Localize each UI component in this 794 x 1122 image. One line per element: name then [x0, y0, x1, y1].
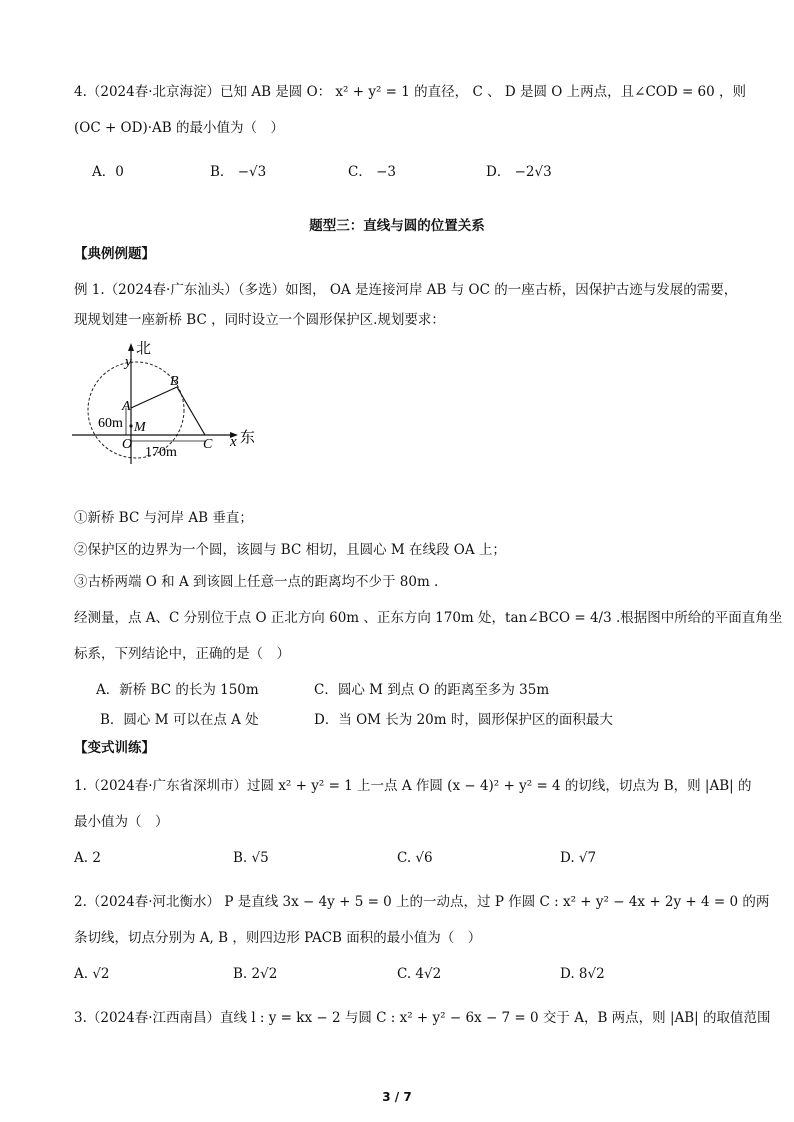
- ex1-measure-line2: 标系，下列结论中，正确的是（ ）: [74, 646, 290, 662]
- typical-examples-heading: 【典例例题】: [74, 246, 155, 262]
- q4-option-c: C． −3: [348, 164, 397, 180]
- v1-option-b: B. √5: [233, 850, 269, 866]
- x-label: x: [230, 434, 237, 450]
- q4-option-a: A．0: [92, 164, 124, 180]
- length-170m: 170m: [145, 445, 177, 460]
- v1-option-c: C. √6: [397, 850, 433, 866]
- v1-option-a: A. 2: [74, 850, 101, 866]
- ex1-measure-line1: 经测量，点 A、C 分别位于点 O 正北方向 60m 、正东方向 170m 处，tan∠BCO = 4/3 .根据图中所给的平面直角坐: [74, 610, 783, 626]
- ex1-option-d: D．当 OM 长为 20m 时，圆形保护区的面积最大: [314, 712, 613, 728]
- requirement-1: ①新桥 BC 与河岸 AB 垂直；: [74, 510, 253, 526]
- v3-line1: 3.（2024春·江西南昌）直线 l : y = kx − 2 与圆 C : x² + y² − 6x − 7 = 0 交于 A，B 两点，则 |AB| 的取值范围: [74, 1010, 771, 1026]
- v1-line2: 最小值为（ ）: [74, 814, 169, 830]
- ex1-option-c: C．圆心 M 到点 O 的距离至多为 35m: [314, 682, 550, 698]
- point-M: [129, 424, 132, 427]
- segment-BC: [177, 387, 205, 435]
- ex1-option-a: A．新桥 BC 的长为 150m: [96, 682, 259, 698]
- label-O: O: [122, 437, 133, 452]
- v1-option-d: D. √7: [560, 850, 597, 866]
- bridge-figure: [70, 338, 270, 468]
- ex1-line1: 例 1.（2024春·广东汕头）（多选）如图， OA 是连接河岸 AB 与 OC 的一座古桥，因保护古迹与发展的需要，: [74, 282, 738, 298]
- q4-line2: (OC + OD)·AB 的最小值为（ ）: [74, 120, 284, 136]
- label-B: B: [170, 374, 179, 389]
- section-title: 题型三：直线与圆的位置关系: [309, 218, 485, 234]
- ex1-option-b: B．圆心 M 可以在点 A 处: [100, 712, 259, 728]
- label-C: C: [203, 437, 213, 452]
- segment-AB: [131, 387, 177, 408]
- v2-option-b: B. 2√2: [233, 966, 278, 982]
- north-label: 北: [136, 341, 152, 357]
- east-label: 东: [240, 430, 256, 446]
- variant-training-heading: 【变式训练】: [74, 740, 155, 756]
- v2-option-c: C. 4√2: [397, 966, 442, 982]
- y-axis-arrow: [128, 343, 134, 351]
- label-A: A: [122, 399, 131, 414]
- q4-option-b: B． −√3: [210, 164, 267, 180]
- page-number: 3 / 7: [382, 1090, 412, 1104]
- y-label: y: [125, 354, 132, 370]
- v2-line1: 2.（2024春·河北衡水） P 是直线 3x − 4y + 5 = 0 上的一动点，过 P 作圆 C : x² + y² − 4x + 2y + 4 = 0 的两: [74, 894, 770, 910]
- ex1-line2: 现规划建一座新桥 BC ，同时设立一个圆形保护区.规划要求：: [74, 312, 445, 328]
- v2-option-a: A. √2: [74, 966, 110, 982]
- label-M: M: [134, 420, 146, 435]
- length-60m: 60m: [98, 416, 123, 431]
- v2-line2: 条切线，切点分别为 A, B ，则四边形 PACB 面积的最小值为（ ）: [74, 930, 482, 946]
- v1-line1: 1.（2024春·广东省深圳市）过圆 x² + y² = 1 上一点 A 作圆 (x − 4)² + y² = 4 的切线，切点为 B，则 |AB| 的: [74, 778, 752, 794]
- q4-option-d: D． −2√3: [486, 164, 552, 180]
- requirement-2: ②保护区的边界为一个圆，该圆与 BC 相切，且圆心 M 在线段 OA 上；: [74, 542, 506, 558]
- requirement-3: ③古桥两端 O 和 A 到该圆上任意一点的距离均不少于 80m .: [74, 574, 439, 590]
- q4-line1: 4.（2024春·北京海淀）已知 AB 是圆 O： x² + y² = 1 的直径， C 、 D 是圆 O 上两点，且∠COD = 60 ，则: [74, 84, 747, 100]
- v2-option-d: D. 8√2: [560, 966, 605, 982]
